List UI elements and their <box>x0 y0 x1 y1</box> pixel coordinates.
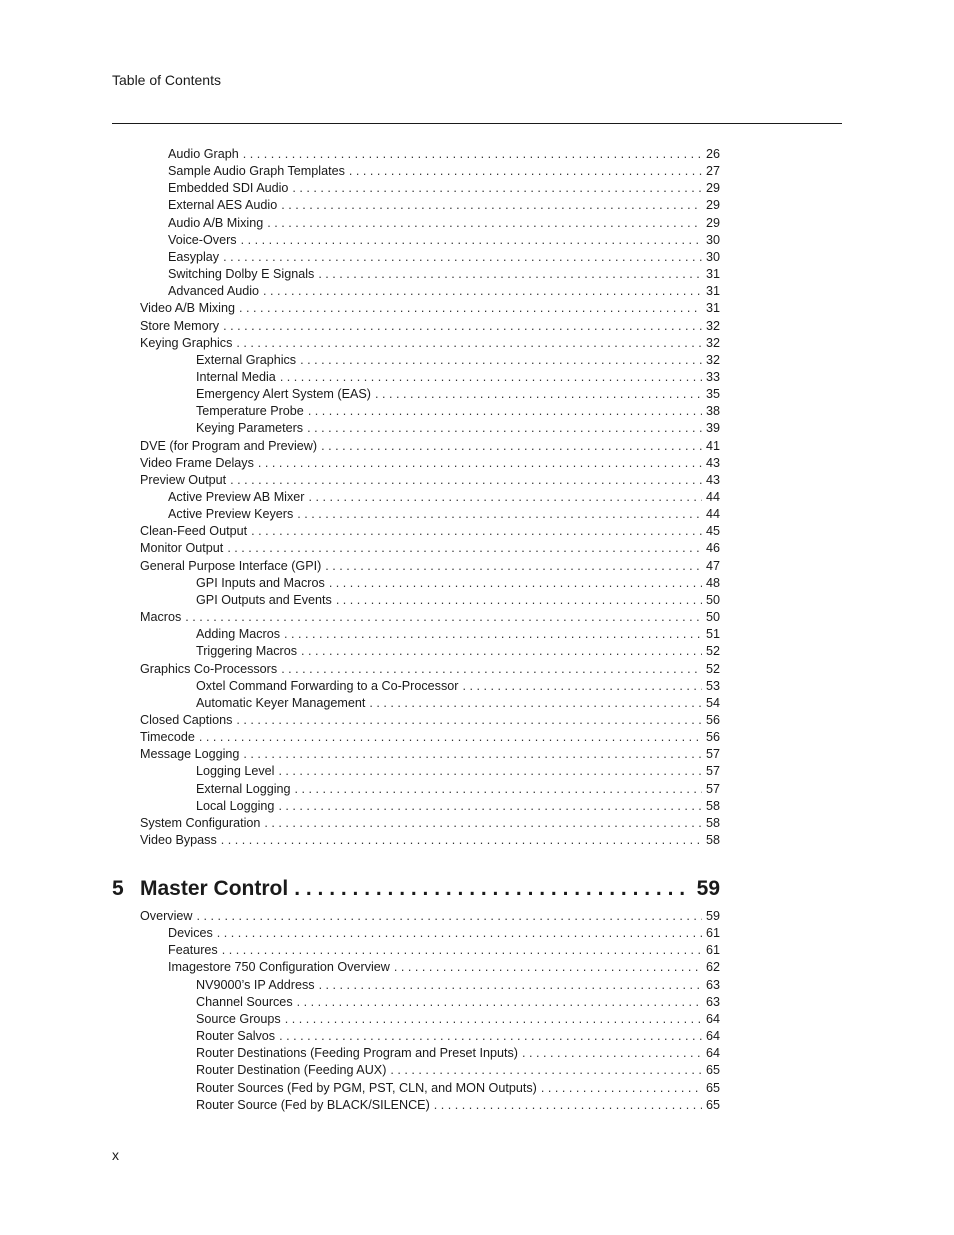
toc-entry-label: System Configuration <box>140 815 261 830</box>
dot-leader <box>319 977 702 994</box>
toc-entry[interactable] <box>140 523 720 540</box>
toc-entry-label: External Logging <box>196 781 291 796</box>
toc-entry[interactable] <box>196 643 720 660</box>
dot-leader <box>375 386 702 403</box>
toc-entry-page: 26 <box>705 147 720 161</box>
toc-entry-page: 52 <box>705 644 720 659</box>
toc-entry[interactable] <box>196 386 720 403</box>
toc-entry[interactable] <box>168 283 720 300</box>
dot-leader <box>318 266 702 283</box>
toc-entry-label: Graphics Co-Processors <box>140 661 278 676</box>
toc-entry-label: Router Source (Fed by BLACK/SILENCE) <box>196 1097 430 1112</box>
toc-entry-page: 30 <box>705 249 720 264</box>
toc-entry-page: 31 <box>705 267 720 282</box>
dot-leader <box>223 249 702 266</box>
toc-entry-label: Triggering Macros <box>196 644 298 659</box>
dot-leader <box>280 369 702 386</box>
toc-entry-label: Channel Sources <box>196 994 293 1009</box>
toc-entry-page: 65 <box>705 1080 720 1095</box>
toc-entry-label: Embedded SDI Audio <box>168 181 289 196</box>
toc-entry-page: 48 <box>705 575 720 590</box>
toc-entry-label: Clean-Feed Output <box>140 524 248 539</box>
toc-entry-label: Store Memory <box>140 318 220 333</box>
toc-entry[interactable] <box>196 695 720 712</box>
dot-leader <box>541 1080 702 1097</box>
toc-entry-label: Router Salvos <box>196 1029 276 1044</box>
page-header: Table of Contents <box>112 72 221 88</box>
toc-entry[interactable] <box>196 1045 720 1062</box>
toc-entry-label: Source Groups <box>196 1011 281 1026</box>
toc-entry-page: 57 <box>705 747 720 762</box>
dot-leader <box>281 197 702 214</box>
dot-leader <box>263 283 702 300</box>
toc-entry-page: 45 <box>705 524 720 539</box>
dot-leader <box>241 232 702 249</box>
toc-entry-page: 27 <box>705 164 720 179</box>
dot-leader <box>295 781 702 798</box>
toc-entry[interactable] <box>196 1011 720 1028</box>
toc-entry-label: Video Bypass <box>140 833 217 847</box>
dot-leader <box>462 678 702 695</box>
dot-leader <box>325 558 702 575</box>
toc-entry-label: Preview Output <box>140 472 227 487</box>
chapter-heading[interactable] <box>112 874 720 904</box>
toc-entry-label: Macros <box>140 610 182 625</box>
toc-entry-label: Keying Parameters <box>196 421 304 436</box>
toc-entry-page: 51 <box>705 627 720 642</box>
toc-entry-label: GPI Inputs and Macros <box>196 575 325 590</box>
toc-entry[interactable] <box>168 942 720 959</box>
toc-entry-label: Temperature Probe <box>196 404 304 419</box>
toc-entry-page: 64 <box>705 1029 720 1044</box>
toc-entry-label: Sample Audio Graph Templates <box>168 164 345 179</box>
dot-leader <box>222 942 702 959</box>
dot-leader <box>281 661 702 678</box>
chapter-title: Master Control <box>140 877 289 900</box>
toc-entry-label: Advanced Audio <box>168 284 260 299</box>
toc-entry-page: 58 <box>705 833 720 847</box>
toc-entry-label: Features <box>168 943 218 958</box>
dot-leader <box>349 163 702 180</box>
toc-entry-label: Active Preview AB Mixer <box>168 490 305 504</box>
dot-leader <box>321 438 702 455</box>
toc-entry[interactable] <box>196 369 720 386</box>
toc-entry-label: Router Destinations (Feeding Program and Preset Inputs) <box>196 1046 519 1061</box>
toc-entry[interactable] <box>168 215 720 232</box>
dot-leader <box>236 335 702 352</box>
dot-leader <box>243 746 702 763</box>
toc-entry[interactable] <box>196 1080 720 1097</box>
toc-entry-label: Message Logging <box>140 747 240 762</box>
toc-entry-label: Devices <box>168 926 213 941</box>
toc-entry-page: 50 <box>705 610 720 625</box>
toc-entry-label: External AES Audio <box>168 198 278 213</box>
toc-entry-page: 43 <box>705 455 720 470</box>
dot-leader <box>258 455 702 472</box>
toc-entry[interactable] <box>168 249 720 266</box>
dot-leader <box>251 523 702 540</box>
toc-entry-page: 63 <box>705 994 720 1009</box>
toc-entry-label: Switching Dolby E Signals <box>168 267 315 282</box>
toc-entry-label: Router Destination (Feeding AUX) <box>196 1063 387 1078</box>
dot-leader <box>336 592 702 609</box>
dot-leader <box>221 832 702 849</box>
toc-entry[interactable] <box>168 197 720 214</box>
dot-leader <box>308 403 702 420</box>
toc-entry[interactable] <box>140 438 720 455</box>
toc-entry-label: Closed Captions <box>140 712 233 727</box>
toc-entry-page: 32 <box>705 318 720 333</box>
toc-entry[interactable] <box>140 335 720 352</box>
toc-entry-label: DVE (for Program and Preview) <box>140 438 318 453</box>
toc-entry[interactable] <box>196 575 720 592</box>
toc-entry[interactable] <box>140 908 720 925</box>
toc-entry[interactable] <box>196 403 720 420</box>
dot-leader <box>279 1028 702 1045</box>
toc-entry[interactable] <box>196 1028 720 1045</box>
dot-leader <box>285 1011 702 1028</box>
toc-entry-label: Easyplay <box>168 249 220 264</box>
dot-leader <box>292 180 702 197</box>
page-number: x <box>112 1147 119 1163</box>
toc-entry-label: Video Frame Delays <box>140 455 254 470</box>
toc-entry-label: Local Logging <box>196 798 275 813</box>
toc-entry-label: Active Preview Keyers <box>168 507 294 522</box>
toc-entry-label: GPI Outputs and Events <box>196 592 332 607</box>
dot-leader <box>196 908 702 925</box>
toc-entry-label: Imagestore 750 Configuration Overview <box>168 960 390 975</box>
toc-entry-page: 65 <box>705 1097 720 1112</box>
chapter-number: 5 <box>112 877 124 900</box>
toc-entry[interactable] <box>168 232 720 249</box>
toc-entry-page: 65 <box>705 1063 720 1078</box>
dot-leader <box>522 1045 702 1062</box>
toc-entry[interactable] <box>168 506 720 523</box>
toc-entry[interactable] <box>140 540 720 557</box>
chapter-page: 59 <box>696 877 720 900</box>
toc-entry-page: 29 <box>705 181 720 196</box>
dot-leader <box>308 489 702 506</box>
dot-leader <box>329 575 702 592</box>
toc-entry[interactable] <box>196 592 720 609</box>
toc-entry-page: 44 <box>705 490 720 504</box>
dot-leader <box>264 815 702 832</box>
toc-entry-page: 64 <box>705 1046 720 1061</box>
toc-entry-label: Automatic Keyer Management <box>196 695 366 710</box>
toc-entry[interactable] <box>140 472 720 489</box>
toc-entry-label: Audio A/B Mixing <box>168 215 264 230</box>
dot-leader <box>369 695 702 712</box>
toc-entry[interactable] <box>196 626 720 643</box>
toc-entry-page: 54 <box>705 695 720 710</box>
toc-entry[interactable] <box>168 163 720 180</box>
dot-leader <box>394 959 702 976</box>
toc-entry-page: 63 <box>705 977 720 992</box>
toc-entry-label: Audio Graph <box>168 147 239 161</box>
toc-entry[interactable] <box>196 977 720 994</box>
toc-entry-page: 59 <box>705 909 720 923</box>
toc-entry-page: 46 <box>705 541 720 556</box>
toc-entry[interactable] <box>140 558 720 575</box>
toc-entry[interactable] <box>168 489 720 506</box>
toc-entry-page: 32 <box>705 352 720 367</box>
toc-entry-page: 53 <box>705 678 720 693</box>
toc-entry-page: 41 <box>705 438 720 453</box>
toc-entry[interactable] <box>196 678 720 695</box>
toc-entry-page: 57 <box>705 781 720 796</box>
toc-entry-page: 39 <box>705 421 720 436</box>
toc-entry-label: Adding Macros <box>196 627 280 642</box>
dot-leader <box>217 925 702 942</box>
toc-entry-page: 57 <box>705 764 720 779</box>
toc-entry-label: External Graphics <box>196 352 297 367</box>
toc-entry-page: 50 <box>705 592 720 607</box>
dot-leader <box>199 729 702 746</box>
toc-entry-page: 61 <box>705 943 720 958</box>
toc-entry[interactable] <box>140 815 720 832</box>
toc-entry-page: 29 <box>705 215 720 230</box>
toc-entry-page: 47 <box>705 558 720 573</box>
toc-entry[interactable] <box>140 746 720 763</box>
dot-leader <box>297 994 702 1011</box>
toc-entry[interactable] <box>196 798 720 815</box>
dot-leader <box>243 146 702 163</box>
dot-leader <box>301 643 702 660</box>
toc-entry[interactable] <box>196 352 720 369</box>
toc-entry[interactable] <box>140 300 720 317</box>
toc-entry-label: Internal Media <box>196 369 276 384</box>
toc-entry[interactable] <box>140 832 720 849</box>
dot-leader <box>434 1097 702 1114</box>
toc-entry-label: NV9000’s IP Address <box>196 977 315 992</box>
toc-entry-page: 29 <box>705 198 720 213</box>
toc-entry[interactable] <box>140 712 720 729</box>
toc-entry-page: 52 <box>705 661 720 676</box>
toc-entry-label: Timecode <box>140 730 195 745</box>
toc-entry[interactable] <box>140 729 720 746</box>
toc-entry[interactable] <box>140 609 720 626</box>
toc-entry[interactable] <box>196 1062 720 1079</box>
toc-entry[interactable] <box>196 763 720 780</box>
toc-entry-page: 35 <box>705 387 720 402</box>
toc-entry[interactable] <box>168 959 720 976</box>
dot-leader <box>267 215 702 232</box>
dot-leader <box>239 300 702 317</box>
toc-entry-page: 43 <box>705 472 720 487</box>
dot-leader <box>300 352 702 369</box>
toc-entry-page: 44 <box>705 507 720 522</box>
toc-entry-page: 56 <box>705 730 720 745</box>
dot-leader <box>223 318 702 335</box>
dot-leader <box>294 874 690 904</box>
dot-leader <box>284 626 702 643</box>
toc-entry-label: Oxtel Command Forwarding to a Co-Processor <box>196 678 459 693</box>
toc-entry[interactable] <box>196 420 720 437</box>
toc-entry[interactable] <box>196 781 720 798</box>
dot-leader <box>278 798 702 815</box>
toc-entry-label: Video A/B Mixing <box>140 301 235 316</box>
dot-leader <box>390 1062 702 1079</box>
dot-leader <box>230 472 702 489</box>
toc-entry-page: 62 <box>705 960 720 975</box>
toc-entry-page: 30 <box>705 232 720 247</box>
toc-entry-page: 58 <box>705 798 720 813</box>
toc-entry-page: 56 <box>705 712 720 727</box>
toc-entry-page: 64 <box>705 1011 720 1026</box>
toc-entry-page: 32 <box>705 335 720 350</box>
dot-leader <box>236 712 702 729</box>
toc-entry-label: General Purpose Interface (GPI) <box>140 558 322 573</box>
toc-entry-page: 33 <box>705 369 720 384</box>
header-rule <box>112 123 842 124</box>
toc-entry-label: Router Sources (Fed by PGM, PST, CLN, and MON Outputs) <box>196 1080 537 1095</box>
toc-entry-label: Logging Level <box>196 764 275 779</box>
toc-entry-label: Emergency Alert System (EAS) <box>196 387 371 402</box>
toc-entry-page: 58 <box>705 815 720 830</box>
toc-entry-page: 31 <box>705 301 720 316</box>
toc-entry[interactable] <box>140 661 720 678</box>
dot-leader <box>307 420 702 437</box>
toc-entry[interactable] <box>196 1097 720 1114</box>
toc-entry[interactable] <box>168 146 720 163</box>
toc-entry[interactable] <box>140 455 720 472</box>
toc-entry[interactable] <box>140 318 720 335</box>
toc-entry[interactable] <box>168 925 720 942</box>
dot-leader <box>297 506 702 523</box>
toc-entry-page: 38 <box>705 404 720 419</box>
toc-entry[interactable] <box>196 994 720 1011</box>
toc-entry[interactable] <box>168 266 720 283</box>
dot-leader <box>278 763 702 780</box>
toc-entry-page: 31 <box>705 284 720 299</box>
toc-entry-label: Keying Graphics <box>140 335 233 350</box>
dot-leader <box>185 609 702 626</box>
toc-entry-label: Monitor Output <box>140 541 224 556</box>
dot-leader <box>227 540 702 557</box>
toc-entry-label: Voice-Overs <box>168 232 237 247</box>
toc-entry-label: Overview <box>140 909 193 923</box>
toc-entry[interactable] <box>168 180 720 197</box>
toc-entry-page: 61 <box>705 926 720 941</box>
